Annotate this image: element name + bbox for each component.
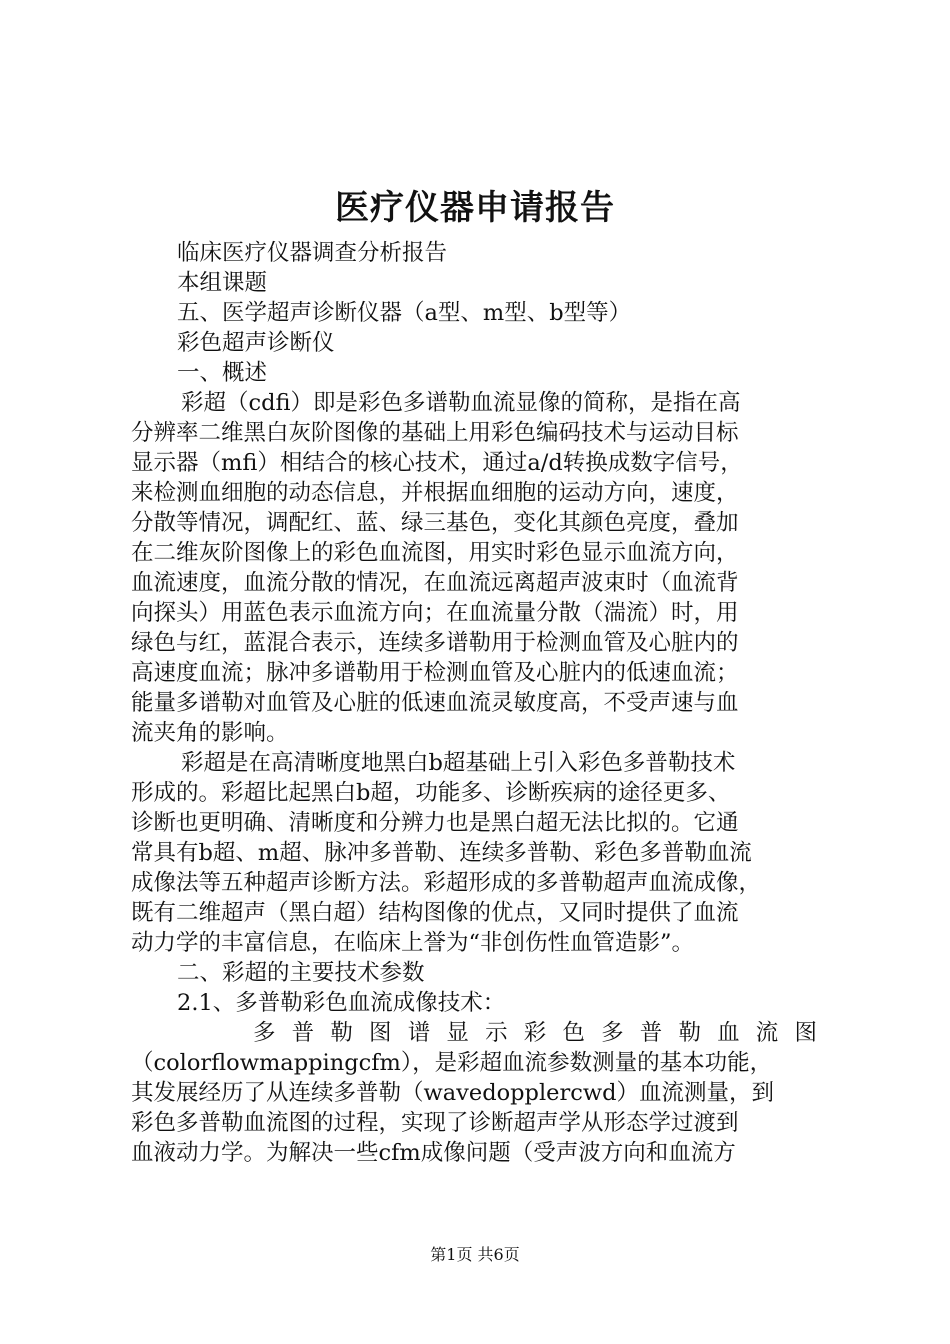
paragraph-line: 显示器（mfi）相结合的核心技术，通过a/d转换成数字信号， xyxy=(131,450,743,476)
paragraph-line: 多普勒图谱显示彩色多普勒血流图 xyxy=(253,1020,831,1046)
paragraph-line: 诊断也更明确、清晰度和分辨力也是黑白超无法比拟的。它通 xyxy=(131,810,739,836)
paragraph-line: 来检测血细胞的动态信息，并根据血细胞的运动方向，速度， xyxy=(131,480,739,506)
report-subtitle: 临床医疗仪器调查分析报告 xyxy=(177,240,448,266)
paragraph-line: 分散等情况，调配红、蓝、绿三基色，变化其颜色亮度，叠加 xyxy=(131,510,739,536)
paragraph-line: 既有二维超声（黑白超）结构图像的优点，又同时提供了血流 xyxy=(131,900,739,926)
paragraph-line: 向探头）用蓝色表示血流方向；在血流量分散（湍流）时，用 xyxy=(131,600,739,626)
section-heading-parameters: 二、彩超的主要技术参数 xyxy=(177,960,425,986)
section-heading-overview: 一、概述 xyxy=(177,360,268,386)
document-title: 医疗仪器申请报告 xyxy=(335,188,615,228)
subsection-heading: 2.1、多普勒彩色血流成像技术： xyxy=(177,990,506,1016)
paragraph-line: 绿色与红，蓝混合表示，连续多谱勒用于检测血管及心脏内的 xyxy=(131,630,739,656)
paragraph-line: 在二维灰阶图像上的彩色血流图，用实时彩色显示血流方向， xyxy=(131,540,739,566)
paragraph-line: 流夹角的影响。 xyxy=(131,720,289,746)
paragraph-line: 彩色多普勒血流图的过程，实现了诊断超声学从形态学过渡到 xyxy=(131,1110,739,1136)
paragraph-line: （colorflowmappingcfm），是彩超血流参数测量的基本功能， xyxy=(131,1050,773,1076)
paragraph-line: 形成的。彩超比起黑白b超，功能多、诊断疾病的途径更多、 xyxy=(131,780,731,806)
paragraph-line: 血液动力学。为解决一些cfm成像问题（受声波方向和血流方 xyxy=(131,1140,736,1166)
paragraph-line: 彩超是在高清晰度地黑白b超基础上引入彩色多普勒技术 xyxy=(181,750,736,776)
paragraph-line: 其发展经历了从连续多普勒（wavedopplercwd）血流测量，到 xyxy=(131,1080,774,1106)
paragraph-line: 动力学的丰富信息，在临床上誉为“非创伤性血管造影”。 xyxy=(131,930,695,956)
topic-heading: 五、医学超声诊断仪器（a型、m型、b型等） xyxy=(177,300,632,326)
document-body xyxy=(131,238,831,1168)
paragraph-line: 能量多谱勒对血管及心脏的低速血流灵敏度高，不受声速与血 xyxy=(131,690,739,716)
paragraph-line: 分辨率二维黑白灰阶图像的基础上用彩色编码技术与运动目标 xyxy=(131,420,739,446)
device-heading: 彩色超声诊断仪 xyxy=(177,330,335,356)
paragraph-line: 常具有b超、m超、脉冲多普勒、连续多普勒、彩色多普勒血流 xyxy=(131,840,752,866)
topic-label: 本组课题 xyxy=(177,270,268,296)
page-footer: 第1页 共6页 xyxy=(430,1245,520,1264)
paragraph-line: 高速度血流；脉冲多谱勒用于检测血管及心脏内的低速血流； xyxy=(131,660,739,686)
paragraph-line: 血流速度，血流分散的情况，在血流远离超声波束时（血流背 xyxy=(131,570,739,596)
paragraph-line: 成像法等五种超声诊断方法。彩超形成的多普勒超声血流成像， xyxy=(131,870,762,896)
paragraph-line: 彩超（cdfi）即是彩色多谱勒血流显像的简称，是指在高 xyxy=(181,390,741,416)
